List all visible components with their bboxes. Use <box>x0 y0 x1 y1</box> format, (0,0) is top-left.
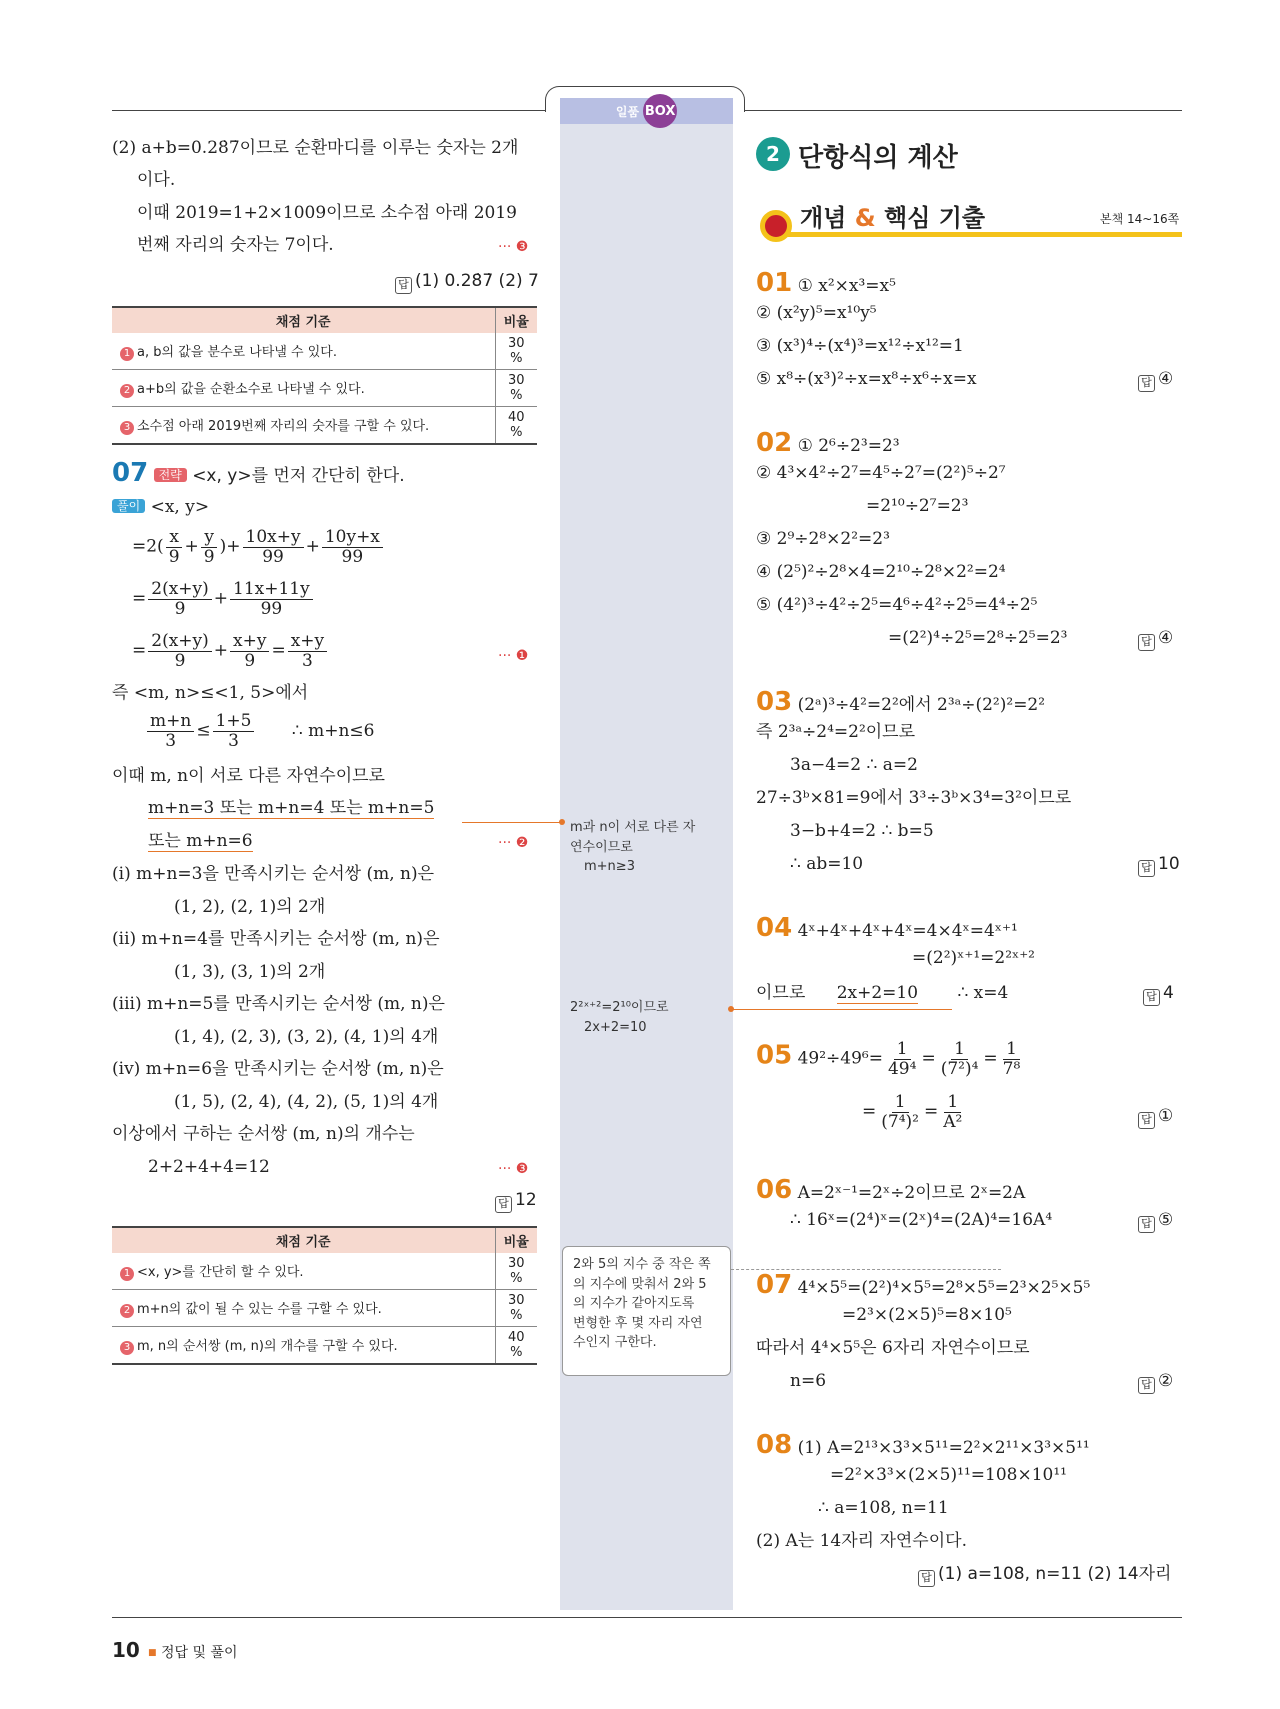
solution-badge: 풀이 <box>112 499 145 513</box>
q07-formula3: = $\frac{2(x+y)}{9}$ + $\frac{x+y}{9}$ = $\frac{x+y}{3}$ <box>132 632 329 670</box>
fraction <box>213 712 255 750</box>
q03-line2: 즉 2³ᵃ÷2⁴=2²이므로 <box>756 722 916 742</box>
note-line: 연수이므로 <box>570 839 633 855</box>
criteria-text: m+n의 값이 될 수 있는 수를 구할 수 있다. <box>137 1302 382 1317</box>
q07r-answer <box>1138 1371 1173 1394</box>
fraction <box>940 1093 965 1131</box>
footer-label-text: 정답 및 풀이 <box>160 1645 238 1661</box>
q07-formula1: =2( $\frac{x}{9}$ + $\frac{y}{9}$ )+ $\frac{10x+y}{99}$ + $\frac{10y+x}{99}$ <box>132 528 385 566</box>
ratio-header: 비율 <box>495 1227 537 1253</box>
q02-line4: ③ 2⁹÷2⁸×2²=2³ <box>756 529 890 549</box>
criteria-pct: 40 % <box>495 407 537 445</box>
part2-answer <box>395 271 539 294</box>
criteria-text: <x, y>를 간단히 할 수 있다. <box>137 1265 304 1280</box>
frac-den: 99 <box>262 546 284 567</box>
criteria-text: a, b의 값을 분수로 나타낼 수 있다. <box>137 345 337 360</box>
criteria-text: 소수점 아래 2019번째 자리의 숫자를 구할 수 있다. <box>137 419 430 434</box>
frac-num: 2(x+y) <box>148 632 212 652</box>
fraction <box>148 580 212 618</box>
frac-num: x+y <box>288 632 327 652</box>
table-row <box>112 1327 537 1365</box>
criteria-pct: 40 % <box>495 1327 537 1365</box>
q07-solution-start <box>112 497 209 517</box>
frac-den: (7²)⁴ <box>940 1058 979 1079</box>
fraction <box>938 1040 982 1078</box>
criteria-pct: 30 % <box>495 370 537 407</box>
answer-icon: 답 <box>1138 375 1155 392</box>
box-label-text: BOX <box>644 103 676 119</box>
frac-num: x <box>166 528 182 548</box>
q02-line7: =(2²)⁴÷2⁵=2⁸÷2⁵=2³ <box>888 628 1068 648</box>
q02-answer <box>1138 628 1173 651</box>
q07-answer <box>495 1190 537 1213</box>
criteria-header: 채점 기준 <box>112 1227 495 1253</box>
frac-den: 7⁸ <box>1002 1058 1021 1079</box>
q07-line-ineq: 즉 <m, n>≤<1, 5>에서 <box>112 683 309 703</box>
part2-line3: 이때 2019=1+2×1009이므로 소수점 아래 2019 <box>137 203 517 223</box>
q03-line4: 27÷3ᵇ×81=9에서 3³÷3ᵇ×3⁴=3²이므로 <box>756 788 1072 808</box>
q03-answer-text: 10 <box>1158 854 1180 874</box>
q03-line1 <box>756 687 1045 718</box>
side-note-1 <box>570 818 695 877</box>
criteria-pct: 30 % <box>495 1253 537 1290</box>
q07-case3: (iii) m+n=5를 만족시키는 순서쌍 (m, n)은 <box>112 994 445 1014</box>
q07-line-natural: 이때 m, n이 서로 다른 자연수이므로 <box>112 766 385 786</box>
concept-title <box>800 198 985 233</box>
criteria-num: 2 <box>120 384 134 398</box>
q03-line6: ∴ ab=10 <box>790 854 864 874</box>
q02-num: 02 <box>756 428 793 458</box>
criteria-text: a+b의 값을 순환소수로 나타낼 수 있다. <box>137 382 365 397</box>
q07-case1: (i) m+n=3을 만족시키는 순서쌍 (m, n)은 <box>112 864 435 884</box>
q07-line-total: 2+2+4+4=12 <box>148 1157 270 1177</box>
frac-den: 9 <box>244 650 256 671</box>
concept-a: 개념 <box>800 204 855 232</box>
q02-answer-text: ④ <box>1158 628 1174 648</box>
q07-num: 07 <box>112 458 149 488</box>
fraction <box>288 632 327 670</box>
part2-answer-text: (1) 0.28̇7̇ (2) 7 <box>415 271 539 291</box>
note-line: 의 지수가 같아지도록 <box>573 1296 695 1311</box>
side-note-box <box>562 1246 731 1376</box>
q07-case4-values: (1, 5), (2, 4), (4, 2), (5, 1)의 4개 <box>174 1092 439 1112</box>
frac-den: 9 <box>168 546 180 567</box>
q07-case2-values: (1, 3), (3, 1)의 2개 <box>174 962 326 982</box>
q02-line1 <box>756 428 900 459</box>
table-row <box>112 370 537 407</box>
q07r-line3: 따라서 4⁴×5⁵은 6자리 자연수이므로 <box>756 1338 1030 1358</box>
answer-icon: 답 <box>1138 1112 1155 1129</box>
q07-mark3: ··· ❸ <box>498 1161 529 1177</box>
note-line: 2x+2=10 <box>584 1019 647 1035</box>
fraction <box>148 632 212 670</box>
table-row <box>112 333 537 370</box>
q07-ineq: $\frac{m+n}{3}$ ≤ $\frac{1+5}{3}$ ∴ m+n≤6 <box>145 712 374 750</box>
frac-num: 1 <box>894 1040 911 1060</box>
q05-line1: 05 49²÷49⁶= $\frac{1}{\text{49⁴}}$ = $\frac{1}{\text{(7²)⁴}}$ = $\frac{1}{\text{7⁸}}$ <box>756 1040 1025 1078</box>
bottom-rule <box>112 1617 1182 1618</box>
box-circle <box>643 94 677 128</box>
part2-line1: (2) a+b=0.28̇7̇이므로 순환마디를 이루는 숫자는 2개 <box>112 138 519 158</box>
q08-answer-text: (1) a=108, n=11 (2) 14자리 <box>938 1564 1172 1584</box>
ratio-header: 비율 <box>495 307 537 333</box>
sol-start: <x, y> <box>150 497 210 517</box>
q03-line5: 3−b+4=2 ∴ b=5 <box>790 821 934 841</box>
fraction <box>322 528 383 566</box>
strategy-badge: 전략 <box>154 468 187 482</box>
q07-strategy: <x, y>를 먼저 간단히 한다. <box>192 466 405 486</box>
criteria-num: 3 <box>120 421 134 435</box>
q07-case1-values: (1, 2), (2, 1)의 2개 <box>174 897 326 917</box>
connector-dot <box>559 819 565 825</box>
answer-icon: 답 <box>1143 989 1160 1006</box>
top-rule-right <box>741 110 1182 111</box>
q03-line3: 3a−4=2 ∴ a=2 <box>790 755 918 775</box>
concept-amp: & <box>854 204 876 232</box>
ineq-tail: ∴ m+n≤6 <box>291 720 375 741</box>
frac-num: 10y+x <box>322 528 383 548</box>
q08-answer <box>918 1564 1171 1587</box>
q08-line3: ∴ a=108, n=11 <box>818 1498 949 1518</box>
frac-den: 3 <box>228 730 239 751</box>
criteria-num: 1 <box>120 1267 134 1281</box>
side-note-2 <box>570 998 669 1037</box>
q06-num: 06 <box>756 1175 793 1205</box>
fraction <box>201 528 218 566</box>
criteria-pct: 30 % <box>495 333 537 370</box>
q01-l1: ① x²×x³=x⁵ <box>797 276 896 296</box>
page-number: 10 <box>112 1638 140 1662</box>
q07r-line4: n=6 <box>790 1371 827 1391</box>
note-line: 수인지 구한다. <box>573 1335 657 1350</box>
frac-num: 1+5 <box>213 712 255 732</box>
q05-num: 05 <box>756 1040 793 1071</box>
q07r-line2: =2³×(2×5)⁵=8×10⁵ <box>842 1305 1012 1325</box>
q01-answer-text: ④ <box>1158 369 1174 389</box>
answer-icon: 답 <box>1138 860 1155 877</box>
q02-line3: =2¹⁰÷2⁷=2³ <box>866 496 969 516</box>
q04-answer-text: 4 <box>1163 983 1174 1003</box>
q03-num: 03 <box>756 687 793 717</box>
q05-line2: = $\frac{1}{\text{(7⁴)²}}$ = $\frac{1}{\text{A²}}$ <box>862 1093 967 1131</box>
part2-line2: 이다. <box>137 170 176 190</box>
q08-num: 08 <box>756 1430 793 1460</box>
q06-answer <box>1138 1210 1173 1233</box>
box-label <box>560 98 733 124</box>
q07-mark1: ··· ❶ <box>498 648 529 664</box>
q05-answer <box>1138 1106 1173 1129</box>
concept-b: 핵심 기출 <box>875 204 986 232</box>
note-line: 변형한 후 몇 자리 자연 <box>573 1315 703 1331</box>
q02-line2: ② 4³×4²÷2⁷=4⁵÷2⁷=(2²)⁵÷2⁷ <box>756 463 1006 483</box>
q07-mark2: ··· ❷ <box>498 835 529 851</box>
criteria-num: 1 <box>120 347 134 361</box>
fraction <box>878 1093 922 1131</box>
concept-dot-icon <box>760 210 792 242</box>
q07r-num: 07 <box>756 1270 793 1300</box>
q01-num: 01 <box>756 268 793 298</box>
note-line: 의 지수에 맞춰서 2와 5 <box>573 1276 707 1292</box>
criteria-pct: 30 % <box>495 1290 537 1327</box>
frac-den: 99 <box>341 546 364 567</box>
footer-label: ■ 정답 및 풀이 <box>148 1645 238 1661</box>
q07-line-cases2: 또는 m+n=6 <box>148 831 253 851</box>
fraction <box>230 632 269 670</box>
note-line: m+n≥3 <box>584 859 635 874</box>
fraction <box>147 712 194 750</box>
note-line: 2²ˣ⁺²=2¹⁰이므로 <box>570 1000 669 1015</box>
q06-answer-text: ⑤ <box>1158 1210 1174 1230</box>
top-rule-left <box>112 110 549 111</box>
q07r-line1 <box>756 1270 1090 1301</box>
q07r-answer-text: ② <box>1158 1371 1174 1391</box>
frac-den: 99 <box>260 598 283 619</box>
answer-icon: 답 <box>918 1570 935 1587</box>
q04-answer <box>1143 983 1174 1006</box>
frac-num: 1 <box>892 1093 909 1113</box>
frac-num: x+y <box>230 632 269 652</box>
q08-l1: (1) A=2¹³×3³×5¹¹=2²×2¹¹×3³×5¹¹ <box>797 1438 1090 1458</box>
q04-l1: 4ˣ+4ˣ+4ˣ+4ˣ=4×4ˣ=4ˣ⁺¹ <box>797 921 1018 941</box>
frac-den: 3 <box>165 730 177 751</box>
q04-l3b: 2x+2=10 <box>836 983 919 1003</box>
answer-icon: 답 <box>395 277 412 294</box>
q06-l1: A=2ˣ⁻¹=2ˣ÷2이므로 2ˣ=2A <box>797 1183 1026 1203</box>
criteria-num: 2 <box>120 1304 134 1318</box>
q02-line5: ④ (2⁵)²÷2⁸×4=2¹⁰÷2⁸×2²=2⁴ <box>756 562 1006 582</box>
q03-l1: (2ᵃ)³÷4²=2²에서 2³ᵃ÷(2²)²=2² <box>797 695 1046 715</box>
q08-line2: =2²×3³×(2×5)¹¹=108×10¹¹ <box>830 1465 1067 1485</box>
q07-line-sum: 이상에서 구하는 순서쌍 (m, n)의 개수는 <box>112 1124 415 1144</box>
fraction <box>166 528 183 566</box>
q05-answer-text: ① <box>1158 1106 1174 1126</box>
q03-answer <box>1138 854 1180 877</box>
q04-l3c: ∴ x=4 <box>957 983 1009 1003</box>
q01-line1 <box>756 268 896 299</box>
q01-line2: ② (x²y)⁵=x¹⁰y⁵ <box>756 303 877 323</box>
frac-num: 2(x+y) <box>148 580 212 600</box>
frac-num: 11x+11y <box>230 580 313 600</box>
frac-num: 1 <box>944 1093 961 1113</box>
answer-icon: 답 <box>1138 634 1155 651</box>
frac-num: m+n <box>147 712 194 732</box>
frac-den: 3 <box>302 650 313 671</box>
answer-icon: 답 <box>1138 1377 1155 1394</box>
connector-line-2 <box>732 1009 952 1010</box>
q04-line2: =(2²)ˣ⁺¹=2²ˣ⁺² <box>912 948 1036 968</box>
q07r-l1: 4⁴×5⁵=(2²)⁴×5⁵=2⁸×5⁵=2³×2⁵×5⁵ <box>797 1278 1091 1298</box>
frac-num: 1 <box>1003 1040 1020 1060</box>
q06-line1 <box>756 1175 1025 1206</box>
section-title: 단항식의 계산 <box>798 143 958 173</box>
criteria-num: 3 <box>120 1341 134 1355</box>
frac-den: 9 <box>174 650 186 671</box>
frac-den: 49⁴ <box>887 1058 917 1079</box>
fraction <box>885 1040 919 1078</box>
section-number: 2 <box>756 137 790 171</box>
frac-den: 9 <box>203 546 215 567</box>
q02-l1: ① 2⁶÷2³=2³ <box>797 436 900 456</box>
page-reference: 본책 14~16쪽 <box>1100 212 1180 226</box>
q07-line-cases1: m+n=3 또는 m+n=4 또는 m+n=5 <box>148 798 435 818</box>
q07-case3-values: (1, 4), (2, 3), (3, 2), (4, 1)의 4개 <box>174 1027 439 1047</box>
criteria-header: 채점 기준 <box>112 307 495 333</box>
part2-line4: 번째 자리의 숫자는 7이다. <box>137 235 334 255</box>
q06-line2: ∴ 16ˣ=(2⁴)ˣ=(2ˣ)⁴=(2A)⁴=16A⁴ <box>790 1210 1053 1230</box>
answer-icon: 답 <box>1138 1216 1155 1233</box>
part2-mark3: ··· ❸ <box>498 239 529 255</box>
q04-l3a: 이므로 <box>756 983 806 1003</box>
q07-case2: (ii) m+n=4를 만족시키는 순서쌍 (m, n)은 <box>112 929 440 949</box>
table-row <box>112 1290 537 1327</box>
q07-case4: (iv) m+n=6을 만족시키는 순서쌍 (m, n)은 <box>112 1059 444 1079</box>
q02-line6: ⑤ (4²)³÷4²÷2⁵=4⁶÷4²÷2⁵=4⁴÷2⁵ <box>756 595 1038 615</box>
q04-num: 04 <box>756 913 793 943</box>
frac-den: A² <box>943 1111 963 1132</box>
q01-line4: ⑤ x⁸÷(x³)²÷x=x⁸÷x⁶÷x=x <box>756 369 977 389</box>
q01-line3: ③ (x³)⁴÷(x⁴)³=x¹²÷x¹²=1 <box>756 336 964 356</box>
note-line: 2와 5의 지수 중 작은 쪽 <box>573 1257 711 1272</box>
q07-header <box>112 458 405 489</box>
frac-den: 9 <box>174 598 186 619</box>
fraction <box>230 580 313 618</box>
frac-num: 1 <box>951 1040 968 1060</box>
table-row <box>112 407 537 445</box>
q04-line3 <box>756 983 1008 1003</box>
q01-answer <box>1138 369 1173 392</box>
q08-line4: (2) A는 14자리 자연수이다. <box>756 1531 967 1551</box>
table-row <box>112 1253 537 1290</box>
connector-line-1 <box>462 822 564 823</box>
q08-line1 <box>756 1430 1090 1461</box>
q07-formula2: = $\frac{2(x+y)}{9}$ + $\frac{11x+11y}{99}$ <box>132 580 315 618</box>
criteria-table-2 <box>112 1226 537 1365</box>
q04-line1 <box>756 913 1018 944</box>
q05-pre: 49²÷49⁶= <box>797 1048 883 1069</box>
fraction <box>243 528 304 566</box>
frac-num: 10x+y <box>243 528 304 548</box>
criteria-text: m, n의 순서쌍 (m, n)의 개수를 구할 수 있다. <box>137 1339 398 1354</box>
f1-pre: =2( <box>132 536 164 557</box>
note-line: m과 n이 서로 다른 자 <box>570 820 696 835</box>
q07-answer-text: 12 <box>515 1190 537 1210</box>
criteria-table-1 <box>112 306 537 445</box>
frac-den: (7⁴)² <box>881 1111 919 1132</box>
answer-icon: 답 <box>495 1196 512 1213</box>
frac-num: y <box>201 528 217 548</box>
box-prefix: 일품 <box>615 104 640 119</box>
fraction <box>1000 1040 1024 1078</box>
